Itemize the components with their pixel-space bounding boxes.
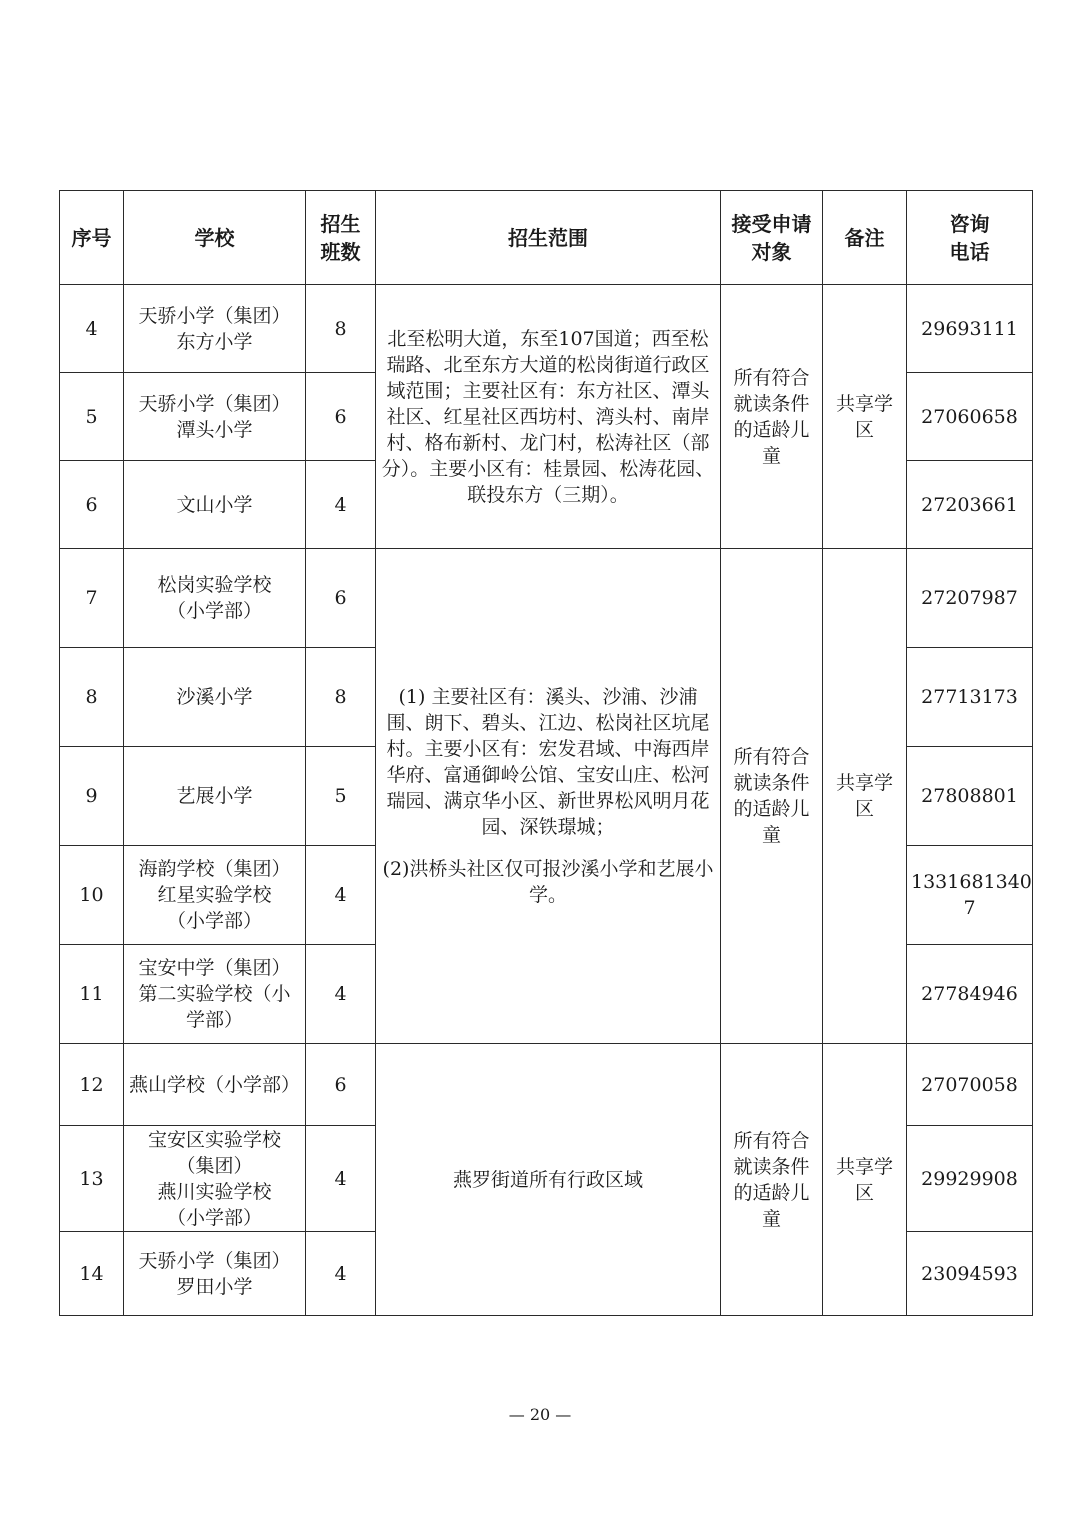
header-range: 招生范围 <box>376 191 721 285</box>
group-remark: 共享学区 <box>823 1044 907 1316</box>
row-classes: 6 <box>306 1044 376 1126</box>
row-no: 13 <box>60 1126 124 1232</box>
row-school: 沙溪小学 <box>124 648 306 747</box>
row-school: 松岗实验学校 （小学部） <box>124 549 306 648</box>
row-no: 14 <box>60 1232 124 1316</box>
group-range <box>376 549 721 1044</box>
row-no: 10 <box>60 846 124 945</box>
row-phone: 27784946 <box>907 945 1033 1044</box>
group-range <box>376 1044 721 1316</box>
row-phone: 27060658 <box>907 373 1033 461</box>
row-no: 12 <box>60 1044 124 1126</box>
row-school: 文山小学 <box>124 461 306 549</box>
row-classes: 4 <box>306 1126 376 1232</box>
row-school: 宝安中学（集团） 第二实验学校（小 学部） <box>124 945 306 1044</box>
table-row <box>60 285 1033 373</box>
row-no: 7 <box>60 549 124 648</box>
group-applicants: 所有符合就读条件的适龄儿童 <box>721 1044 823 1316</box>
row-school: 天骄小学（集团） 潭头小学 <box>124 373 306 461</box>
row-phone: 27808801 <box>907 747 1033 846</box>
header-phone: 咨询 电话 <box>907 191 1033 285</box>
header-remark: 备注 <box>823 191 907 285</box>
row-phone: 27713173 <box>907 648 1033 747</box>
range-paragraph: (2)洪桥头社区仅可报沙溪小学和艺展小学。 <box>382 858 714 906</box>
row-classes: 4 <box>306 1232 376 1316</box>
group-applicants: 所有符合就读条件的适龄儿童 <box>721 285 823 549</box>
header-applicants: 接受申请 对象 <box>721 191 823 285</box>
group-range <box>376 285 721 549</box>
row-classes: 5 <box>306 747 376 846</box>
row-phone: 29693111 <box>907 285 1033 373</box>
row-classes: 4 <box>306 945 376 1044</box>
row-classes: 4 <box>306 461 376 549</box>
row-classes: 8 <box>306 648 376 747</box>
range-paragraph: 北至松明大道，东至107国道；西至松瑞路、北至东方大道的松岗街道行政区域范围；主要社区有：东方社区、潭头社区、红星社区西坊村、湾头村、南岸村、格布新村、龙门村，松涛社区（部分）。主要小区有：桂景园、松涛花园、联投东方（三期）。 <box>381 327 715 506</box>
row-school: 天骄小学（集团） 罗田小学 <box>124 1232 306 1316</box>
row-phone: 29929908 <box>907 1126 1033 1232</box>
row-phone: 1331681340 7 <box>907 846 1033 945</box>
header-no: 序号 <box>60 191 124 285</box>
row-classes: 4 <box>306 846 376 945</box>
header-row <box>60 191 1033 285</box>
page-number: — 20 — <box>508 1405 572 1424</box>
row-classes: 8 <box>306 285 376 373</box>
enrollment-table <box>59 190 1033 1316</box>
row-no: 5 <box>60 373 124 461</box>
range-paragraph: (1) 主要社区有：溪头、沙浦、沙浦围、朗下、碧头、江边、松岗社区坑尾村。主要小区有：宏发君域、中海西岸华府、富通御岭公馆、宝安山庄、松河瑞园、满京华小区、新世界松风明月花园、深铁璟城； <box>386 686 710 838</box>
header-school: 学校 <box>124 191 306 285</box>
row-phone: 27207987 <box>907 549 1033 648</box>
row-no: 8 <box>60 648 124 747</box>
row-phone: 27070058 <box>907 1044 1033 1126</box>
row-phone: 27203661 <box>907 461 1033 549</box>
row-classes: 6 <box>306 373 376 461</box>
row-classes: 6 <box>306 549 376 648</box>
row-no: 6 <box>60 461 124 549</box>
row-phone: 23094593 <box>907 1232 1033 1316</box>
group-remark: 共享学区 <box>823 285 907 549</box>
table-row <box>60 549 1033 648</box>
group-applicants: 所有符合就读条件的适龄儿童 <box>721 549 823 1044</box>
row-no: 4 <box>60 285 124 373</box>
range-paragraph: 燕罗街道所有行政区域 <box>452 1168 643 1191</box>
table-row <box>60 1044 1033 1126</box>
header-classes: 招生 班数 <box>306 191 376 285</box>
row-school: 燕山学校（小学部） <box>124 1044 306 1126</box>
group-remark: 共享学区 <box>823 549 907 1044</box>
row-school: 海韵学校（集团） 红星实验学校 （小学部） <box>124 846 306 945</box>
row-school: 艺展小学 <box>124 747 306 846</box>
row-no: 11 <box>60 945 124 1044</box>
row-school: 天骄小学（集团） 东方小学 <box>124 285 306 373</box>
row-no: 9 <box>60 747 124 846</box>
row-school: 宝安区实验学校 （集团） 燕川实验学校 （小学部） <box>124 1126 306 1232</box>
